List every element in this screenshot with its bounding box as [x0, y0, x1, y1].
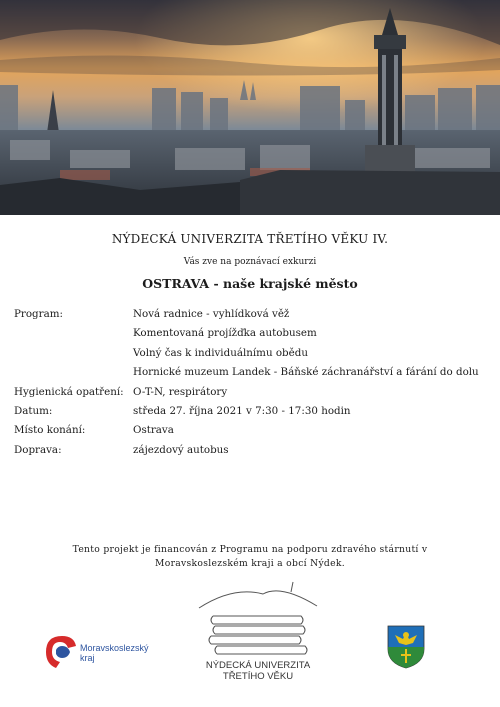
university-logo-line: TŘETÍHO VĚKU	[222, 671, 294, 682]
region-logo-line: Moravskoslezský	[80, 643, 149, 653]
program-list	[133, 306, 494, 384]
hygiene-label: Hygienická opatření:	[14, 385, 124, 398]
funding-note	[0, 543, 500, 570]
funding-line: Tento projekt je financován z Programu na podporu zdravého stárnutí v	[72, 544, 428, 555]
coat-of-arms-icon	[387, 625, 425, 669]
university-logo	[193, 580, 323, 688]
venue-label: Místo konání:	[14, 424, 86, 437]
hygiene-value: O-T-N, respirátory	[133, 385, 228, 398]
region-logo	[42, 630, 154, 668]
transport-value: zájezdový autobus	[133, 443, 229, 456]
transport-label: Doprava:	[14, 443, 62, 456]
ostrava-skyline-image	[0, 0, 500, 215]
invitation-text: Vás zve na poznávací exkurzi	[183, 257, 317, 267]
transport-row	[14, 442, 494, 461]
date-value: středa 27. října 2021 v 7:30 - 17:30 hodin	[133, 404, 351, 417]
event-title: OSTRAVA - naše krajské město	[142, 276, 358, 291]
date-row	[14, 403, 494, 422]
university-title: NÝDECKÁ UNIVERZITA TŘETÍHO VĚKU IV.	[111, 232, 389, 246]
hero-city-photo	[0, 0, 500, 215]
program-item: Hornické muzeum Landek - Báňské záchranářství a fárání do dolu	[133, 366, 479, 379]
program-item: Komentovaná projížďka autobusem	[133, 327, 317, 340]
region-emblem-icon	[42, 630, 78, 668]
venue-row	[14, 422, 494, 441]
university-logo-text	[193, 660, 323, 682]
program-item: Volný čas k individuálnímu obědu	[133, 346, 308, 359]
region-logo-line: kraj	[80, 653, 95, 663]
region-logo-text	[80, 643, 149, 663]
funding-line: Moravskoslezském kraji a obcí Nýdek.	[155, 557, 345, 569]
hygiene-row	[14, 384, 494, 403]
venue-value: Ostrava	[133, 424, 174, 437]
books-mountains-icon	[193, 580, 323, 660]
university-logo-line: NÝDECKÁ UNIVERZITA	[205, 660, 311, 671]
event-details	[14, 306, 494, 461]
program-item: Nová radnice - vyhlídková věž	[133, 308, 290, 320]
program-label: Program:	[14, 308, 63, 320]
date-label: Datum:	[14, 404, 53, 417]
program-row	[14, 306, 494, 384]
